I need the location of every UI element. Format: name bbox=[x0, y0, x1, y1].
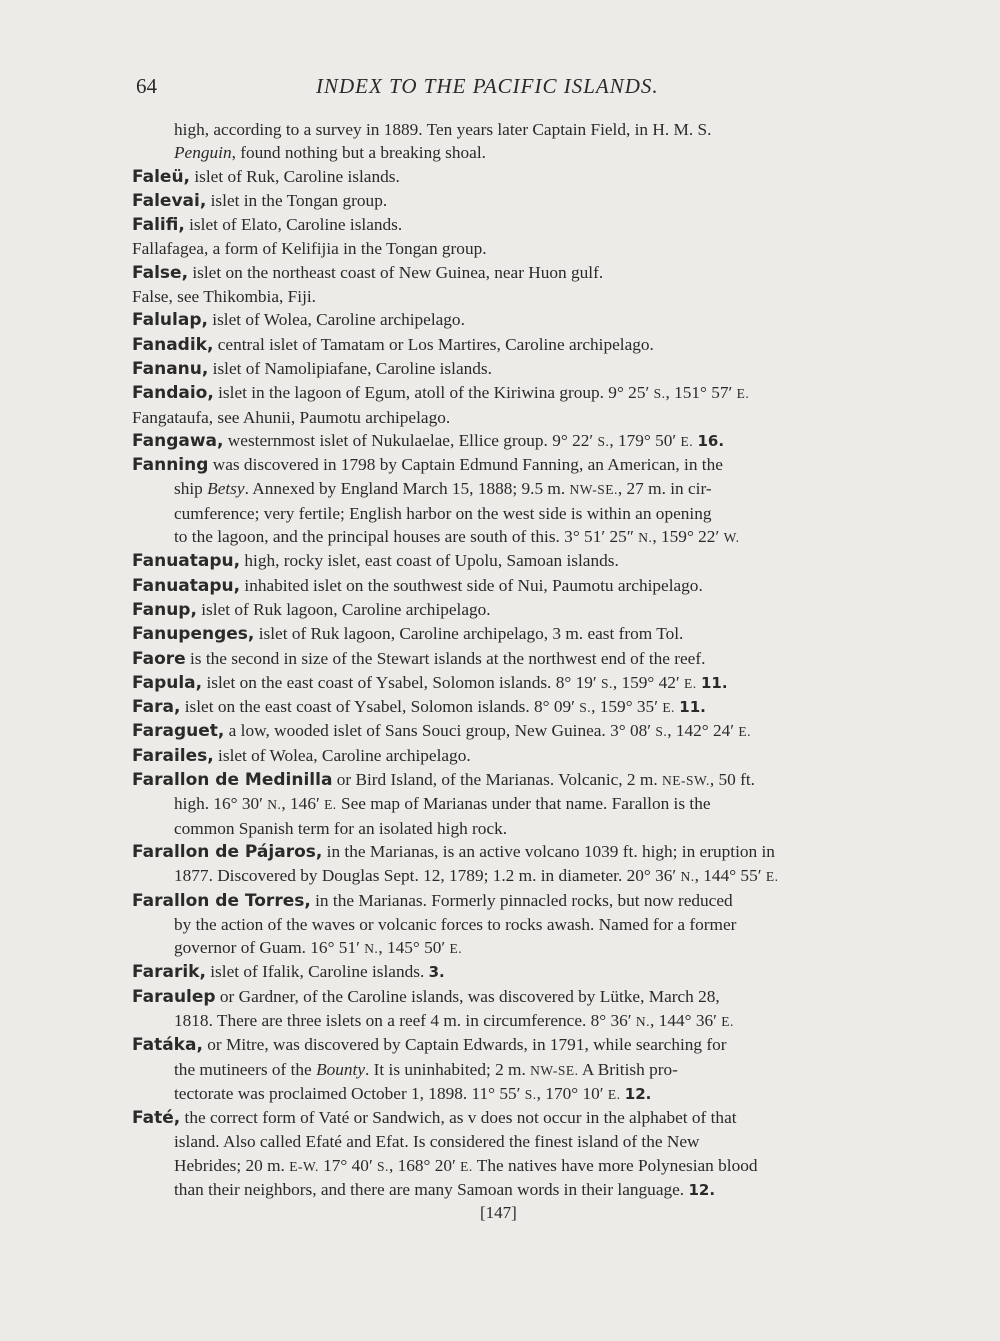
entry-headword: Farailes, bbox=[132, 745, 214, 766]
entry-continuation-line bbox=[132, 792, 922, 816]
entry-line bbox=[132, 671, 922, 695]
entry-line bbox=[132, 960, 922, 984]
entry-text: islet in the Tongan group. bbox=[206, 190, 388, 210]
entry-text: or Gardner, of the Caroline islands, was discovered by Lütke, March 28, bbox=[215, 986, 720, 1006]
entry-continuation-line bbox=[132, 141, 922, 164]
entry-text: islet in the lagoon of Egum, atoll of the Kiriwina group. 9° 25′ bbox=[213, 383, 654, 403]
entry-text: island. Also called Efaté and Efat. Is considered the finest island of the New bbox=[174, 1132, 700, 1152]
entry-text: Fangataufa, see Ahunii, Paumotu archipelago. bbox=[132, 407, 451, 427]
entry-headword: Falulap, bbox=[132, 310, 208, 331]
entry-text: was discovered in 1798 by Captain Edmund Fanning, an American, in the bbox=[208, 455, 723, 475]
entry-text: Hebrides; 20 m. bbox=[174, 1155, 290, 1175]
entry-line bbox=[132, 1033, 922, 1057]
entry-line bbox=[132, 237, 922, 260]
entry-headword: Fararik, bbox=[132, 962, 206, 983]
entry-headword: Fanupenges, bbox=[132, 624, 255, 645]
entry-text: , 179° 50′ bbox=[609, 430, 681, 450]
entry-text: islet of Ifalik, Caroline islands. bbox=[205, 962, 429, 982]
running-header bbox=[136, 74, 936, 104]
entry-headword: Fatáka, bbox=[132, 1035, 203, 1056]
entry-text: governor of Guam. 16° 51′ bbox=[174, 938, 365, 958]
italic-text: Bounty bbox=[316, 1059, 366, 1079]
map-reference: 11. bbox=[700, 673, 728, 692]
entry-text: , 151° 57′ bbox=[665, 383, 737, 403]
entry-headword: Fanuatapu, bbox=[132, 575, 241, 596]
compass-abbreviation: E. bbox=[324, 797, 337, 813]
entry-line bbox=[132, 189, 922, 213]
entry-text: , 170° 10′ bbox=[536, 1083, 608, 1103]
compass-abbreviation: N. bbox=[364, 941, 379, 957]
entry-line bbox=[132, 308, 922, 332]
entry-text: , 27 m. in cir- bbox=[617, 479, 712, 499]
entry-line bbox=[132, 213, 922, 237]
entry-text: islet of Ruk lagoon, Caroline archipelago. bbox=[196, 599, 491, 619]
entry-line bbox=[132, 549, 922, 573]
entry-text: False, see Thikombia, Fiji. bbox=[132, 287, 317, 307]
entry-line bbox=[132, 719, 922, 743]
entry-text: or Bird Island, of the Marianas. Volcanic, 2 m. bbox=[332, 770, 662, 790]
entry-line bbox=[132, 357, 922, 381]
entry-text: , 142° 24′ bbox=[667, 721, 739, 741]
entry-text: by the action of the waves or volcanic forces to rocks awash. Named for a former bbox=[174, 914, 737, 934]
entry-continuation-line bbox=[132, 525, 922, 549]
entry-headword: Falevai, bbox=[132, 190, 207, 211]
compass-abbreviation: NE-SW. bbox=[661, 773, 710, 789]
compass-abbreviation: N. bbox=[680, 869, 695, 885]
compass-abbreviation: N. bbox=[267, 797, 282, 813]
entry-continuation-line bbox=[132, 477, 922, 501]
entry-text: See map of Marianas under that name. Farallon is the bbox=[336, 794, 711, 814]
compass-abbreviation: E. bbox=[765, 869, 779, 885]
entry-line bbox=[132, 598, 922, 622]
entry-continuation-line bbox=[132, 864, 922, 888]
entry-text: islet on the east coast of Ysabel, Solomon islands. 8° 19′ bbox=[202, 672, 601, 692]
map-reference: 11. bbox=[679, 698, 706, 717]
entry-text: central islet of Tamatam or Los Martires, Caroline archipelago. bbox=[213, 334, 654, 354]
entry-headword: Fangawa, bbox=[132, 430, 224, 451]
entry-continuation-line bbox=[132, 817, 922, 840]
entry-text: islet of Wolea, Caroline archipelago. bbox=[207, 310, 465, 330]
entry-text: is the second in size of the Stewart islands at the northwest end of the reef. bbox=[185, 648, 706, 668]
entry-continuation-line bbox=[132, 913, 922, 936]
entry-continuation-line bbox=[132, 1009, 922, 1033]
entry-headword: False, bbox=[132, 262, 189, 283]
entry-line bbox=[132, 165, 922, 189]
entry-text: 1877. Discovered by Douglas Sept. 12, 1789; 1.2 m. in diameter. 20° 36′ bbox=[174, 866, 681, 886]
entry-text: The natives have more Polynesian blood bbox=[472, 1155, 758, 1175]
entry-headword: Faraulep bbox=[132, 986, 216, 1007]
compass-abbreviation: E. bbox=[680, 433, 694, 449]
compass-abbreviation: NW-SE. bbox=[530, 1062, 579, 1078]
compass-abbreviation: E. bbox=[460, 1158, 473, 1174]
entry-line bbox=[132, 333, 922, 357]
entry-text: ship bbox=[174, 479, 208, 499]
compass-abbreviation: S. bbox=[597, 433, 610, 449]
entry-text: tectorate was proclaimed October 1, 1898. 11° 55′ bbox=[174, 1083, 525, 1103]
italic-text: Betsy bbox=[207, 479, 245, 499]
entry-headword: Farallon de Pájaros, bbox=[132, 841, 323, 862]
compass-abbreviation: E-W. bbox=[289, 1158, 319, 1174]
entry-text: common Spanish term for an isolated high rock. bbox=[174, 818, 508, 838]
entry-continuation-line bbox=[132, 502, 922, 525]
entry-headword: Faraguet, bbox=[132, 721, 225, 742]
entry-text: , 168° 20′ bbox=[388, 1155, 461, 1175]
entry-text: islet of Namolipiafane, Caroline islands. bbox=[208, 358, 492, 378]
entry-text: , 50 ft. bbox=[709, 770, 755, 790]
map-reference: 16. bbox=[697, 431, 725, 450]
entry-headword: Fananu, bbox=[132, 358, 209, 379]
entry-headword: Farallon de Torres, bbox=[132, 890, 311, 911]
entry-line bbox=[132, 574, 922, 598]
entry-continuation-line bbox=[132, 1178, 922, 1202]
entry-text: , found nothing but a breaking shoal. bbox=[231, 143, 486, 163]
compass-abbreviation: N. bbox=[635, 1013, 651, 1029]
entry-line bbox=[132, 429, 922, 453]
entry-text: inhabited islet on the southwest side of Nui, Paumotu archipelago. bbox=[240, 575, 703, 595]
entry-text: high, according to a survey in 1889. Ten years later Captain Field, in H. M. S. bbox=[174, 120, 712, 139]
entry-line bbox=[132, 453, 922, 477]
entry-line bbox=[132, 622, 922, 646]
entry-headword: Faleü, bbox=[132, 166, 191, 187]
compass-abbreviation: W. bbox=[723, 530, 740, 546]
entry-text: Fallafagea, a form of Kelifijia in the Tongan group. bbox=[132, 239, 487, 259]
entry-headword: Fanup, bbox=[132, 599, 197, 620]
compass-abbreviation: S. bbox=[579, 700, 592, 716]
entry-text: the mutineers of the bbox=[174, 1059, 317, 1079]
compass-abbreviation: E. bbox=[662, 700, 675, 716]
entry-text: , 159° 35′ bbox=[591, 697, 663, 717]
entry-line bbox=[132, 261, 922, 285]
compass-abbreviation: E. bbox=[736, 386, 750, 402]
entry-continuation-line bbox=[132, 1058, 922, 1082]
compass-abbreviation: S. bbox=[653, 386, 666, 402]
entry-headword: Falifi, bbox=[132, 215, 185, 236]
entry-headword: Fanadik, bbox=[132, 334, 214, 355]
entry-text: , 144° 36′ bbox=[650, 1010, 722, 1030]
compass-abbreviation: N. bbox=[638, 530, 653, 546]
page-number: 64 bbox=[136, 74, 157, 98]
entry-text: high, rocky islet, east coast of Upolu, Samoan islands. bbox=[240, 551, 619, 571]
entry-text: . Annexed by England March 15, 1888; 9.5 m. bbox=[244, 479, 570, 499]
entry-continuation-line bbox=[132, 936, 922, 960]
compass-abbreviation: S. bbox=[655, 724, 668, 740]
compass-abbreviation: S. bbox=[600, 675, 613, 691]
entry-text: islet of Wolea, Caroline archipelago. bbox=[213, 745, 471, 765]
entry-text: in the Marianas, is an active volcano 1039 ft. high; in eruption in bbox=[322, 841, 775, 861]
entry-text: westernmost islet of Nukulaelae, Ellice group. 9° 22′ bbox=[223, 430, 598, 450]
entry-text: 1818. There are three islets on a reef 4 m. in circumference. 8° 36′ bbox=[174, 1010, 636, 1030]
entry-text: , 146′ bbox=[281, 794, 325, 814]
compass-abbreviation: E. bbox=[449, 941, 463, 957]
entry-text: A British pro- bbox=[578, 1059, 678, 1079]
entry-continuation-line bbox=[132, 1130, 922, 1153]
running-title: INDEX TO THE PACIFIC ISLANDS. bbox=[316, 74, 659, 98]
compass-abbreviation: E. bbox=[607, 1086, 621, 1102]
entry-line bbox=[132, 985, 922, 1009]
entry-headword: Fandaio, bbox=[132, 383, 214, 404]
entry-headword: Fanuatapu, bbox=[132, 551, 241, 572]
signature-mark: [147] bbox=[480, 1203, 517, 1222]
entry-text: cumference; very fertile; English harbor on the west side is within an opening bbox=[174, 503, 712, 523]
map-reference: 12. bbox=[688, 1181, 716, 1200]
entry-headword: Farallon de Medinilla bbox=[132, 770, 333, 791]
entry-headword: Fara, bbox=[132, 697, 181, 718]
entry-text: islet on the east coast of Ysabel, Solomon islands. 8° 09′ bbox=[180, 697, 580, 717]
compass-abbreviation: E. bbox=[738, 724, 752, 740]
entry-line bbox=[132, 840, 922, 864]
compass-abbreviation: NW-SE. bbox=[569, 482, 618, 498]
map-reference: 3. bbox=[428, 963, 445, 982]
entry-headword: Fapula, bbox=[132, 672, 203, 693]
entry-text: in the Marianas. Formerly pinnacled rocks, but now reduced bbox=[310, 890, 733, 910]
entry-text: high. 16° 30′ bbox=[174, 794, 268, 814]
entry-line bbox=[132, 744, 922, 768]
entry-text: 17° 40′ bbox=[318, 1155, 378, 1175]
entry-text: islet of Elato, Caroline islands. bbox=[184, 215, 403, 235]
entry-line bbox=[132, 381, 922, 405]
entry-line bbox=[132, 768, 922, 792]
entry-text: the correct form of Vaté or Sandwich, as v does not occur in the alphabet of that bbox=[180, 1108, 737, 1128]
entry-text: , 145° 50′ bbox=[378, 938, 450, 958]
entry-text: or Mitre, was discovered by Captain Edwards, in 1791, while searching for bbox=[202, 1035, 727, 1055]
entry-line bbox=[132, 1106, 922, 1130]
entry-headword: Fanning bbox=[132, 455, 209, 476]
entry-text: , 144° 55′ bbox=[694, 866, 766, 886]
entry-text: than their neighbors, and there are many Samoan words in their language. bbox=[174, 1180, 689, 1200]
index-entries bbox=[132, 118, 922, 1202]
entry-text: islet of Ruk lagoon, Caroline archipelago, 3 m. east from Tol. bbox=[254, 624, 684, 644]
entry-line bbox=[132, 647, 922, 671]
map-reference: 12. bbox=[624, 1084, 652, 1103]
entry-text: islet on the northeast coast of New Guinea, near Huon gulf. bbox=[188, 262, 604, 282]
entry-text: . It is uninhabited; 2 m. bbox=[365, 1059, 531, 1079]
compass-abbreviation: E. bbox=[721, 1013, 734, 1029]
entry-continuation-line bbox=[132, 1154, 922, 1178]
entry-continuation-line bbox=[132, 118, 922, 141]
entry-line bbox=[132, 285, 922, 308]
entry-text: , 159° 22′ bbox=[652, 527, 724, 547]
entry-text: islet of Ruk, Caroline islands. bbox=[190, 166, 400, 186]
entry-text: , 159° 42′ bbox=[612, 672, 685, 692]
entry-line bbox=[132, 889, 922, 913]
entry-text: to the lagoon, and the principal houses are south of this. 3° 51′ 25″ bbox=[174, 527, 639, 547]
compass-abbreviation: S. bbox=[524, 1086, 537, 1102]
entry-line bbox=[132, 406, 922, 429]
entry-text: a low, wooded islet of Sans Souci group, New Guinea. 3° 08′ bbox=[224, 721, 656, 741]
entry-continuation-line bbox=[132, 1082, 922, 1106]
entry-line bbox=[132, 695, 922, 719]
entry-headword: Faore bbox=[132, 648, 186, 669]
entry-headword: Faté, bbox=[132, 1108, 181, 1129]
italic-text: Penguin bbox=[174, 143, 232, 163]
compass-abbreviation: S. bbox=[377, 1158, 389, 1174]
compass-abbreviation: E. bbox=[684, 675, 697, 691]
